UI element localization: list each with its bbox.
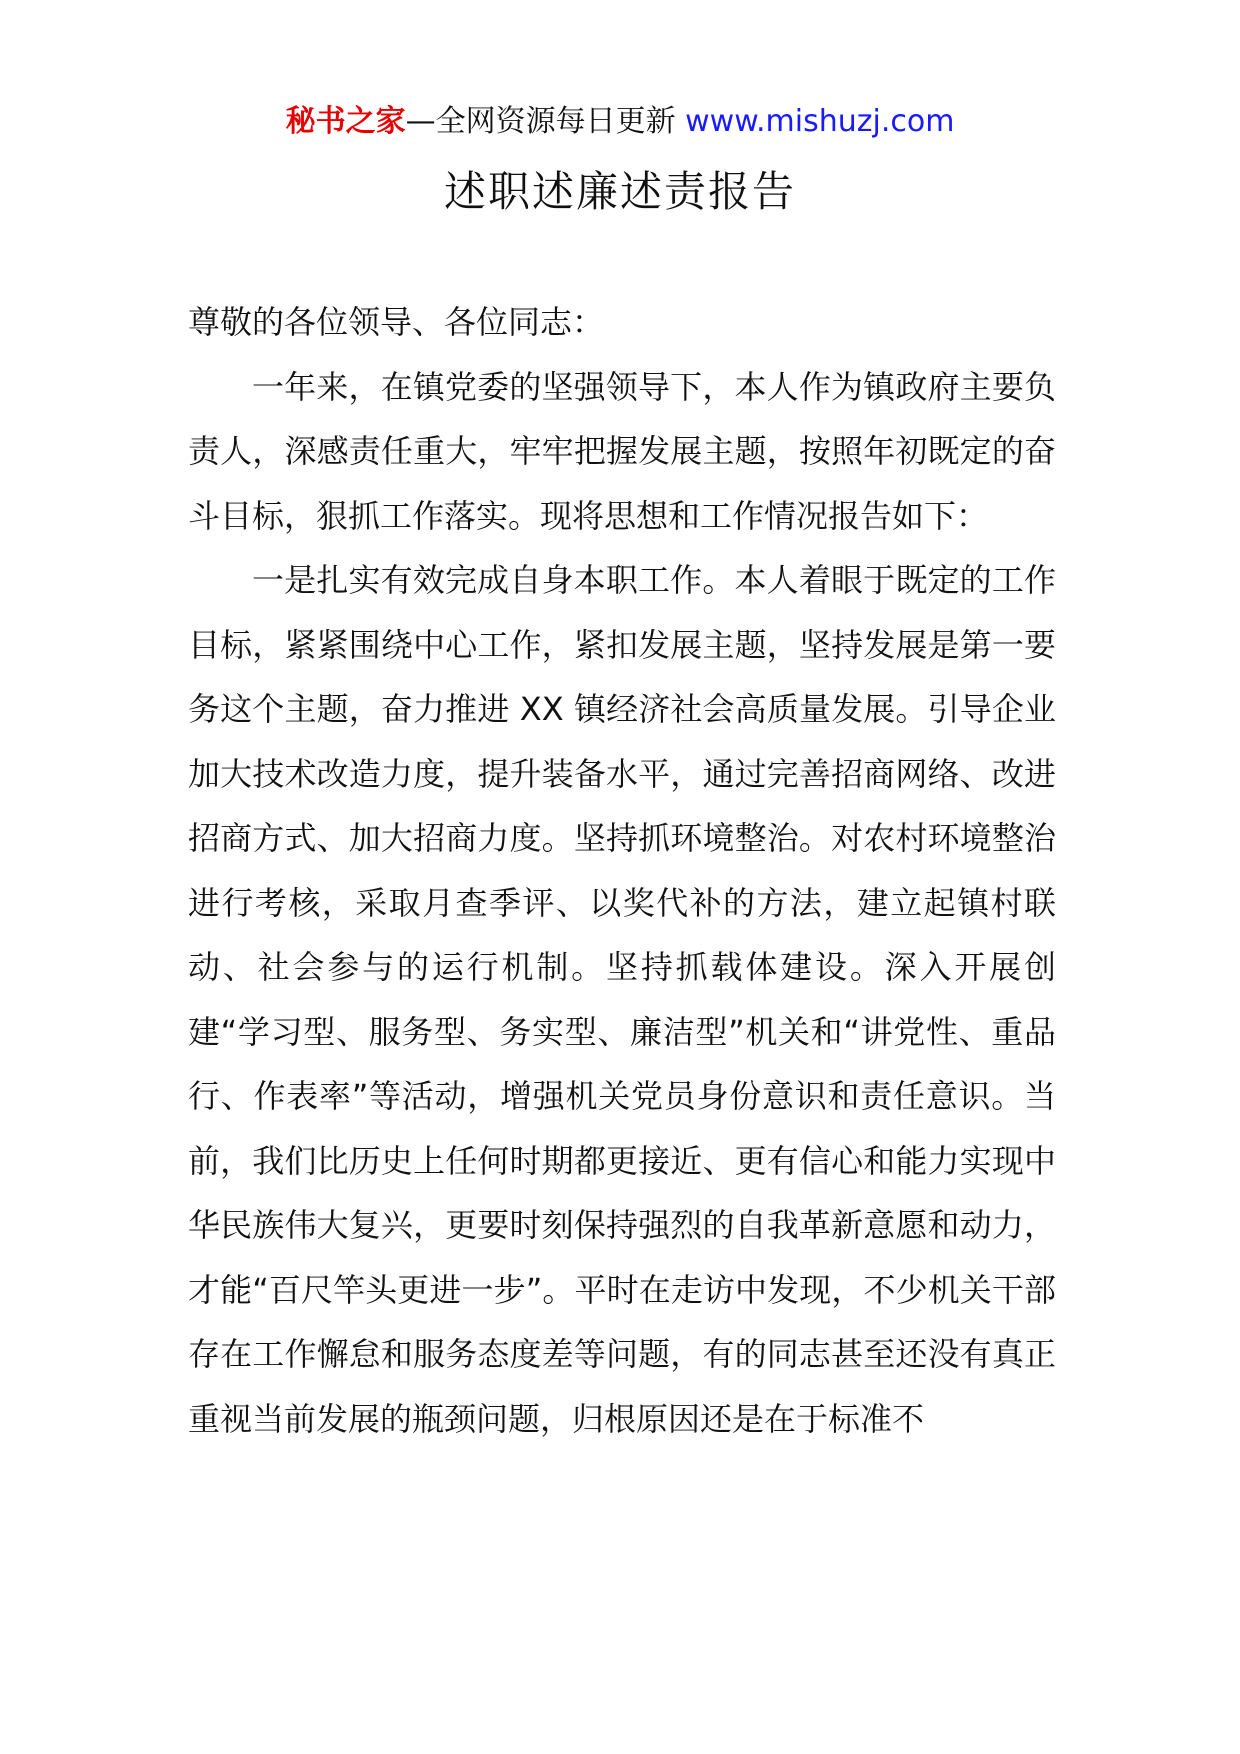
site-slogan: —全网资源每日更新 [405,104,676,139]
site-url-link[interactable]: www.mishuzj.com [685,104,955,139]
salutation: 尊敬的各位领导、各位同志： [188,303,605,341]
document-body [188,290,1056,1451]
document-title: 述职述廉述责报告 [443,167,796,216]
paragraph-intro: 一年来，在镇党委的坚强领导下，本人作为镇政府主要负责人，深感责任重大，牢牢把握发展主题，按照年初既定的奋斗目标，狠抓工作落实。现将思想和工作情况报告如下： [188,367,1056,535]
site-banner [0,100,1240,144]
site-name: 秘书之家 [285,104,406,139]
paragraph-work: 一是扎实有效完成自身本职工作。本人着眼于既定的工作目标，紧紧围绕中心工作，紧扣发展主题，坚持发展是第一要务这个主题，奋力推进 XX 镇经济社会高质量发展。引导企业加大技术改造力度，提升装备水平，通过完善招商网络、改进招商方式、加大招商力度。坚持抓环境整治。对农村环境整治进行考核，采取月查季评、以奖代补的方法，建立起镇村联动、社会参与的运行机制。坚持抓载体建设。深入开展创建“学习型、服务型、务实型、廉洁型”机关和“讲党性、重品行、作表率”等活动，增强机关党员身份意识和责任意识。当前，我们比历史上任何时期都更接近、更有信心和能力实现中华民族伟大复兴，更要时刻保持强烈的自我革新意愿和动力，才能“百尺竿头更进一步”。平时在走访中发现，不少机关干部存在工作懈怠和服务态度差等问题，有的同志甚至还没有真正重视当前发展的瓶颈问题，归根原因还是在于标准不 [188,561,1056,1438]
